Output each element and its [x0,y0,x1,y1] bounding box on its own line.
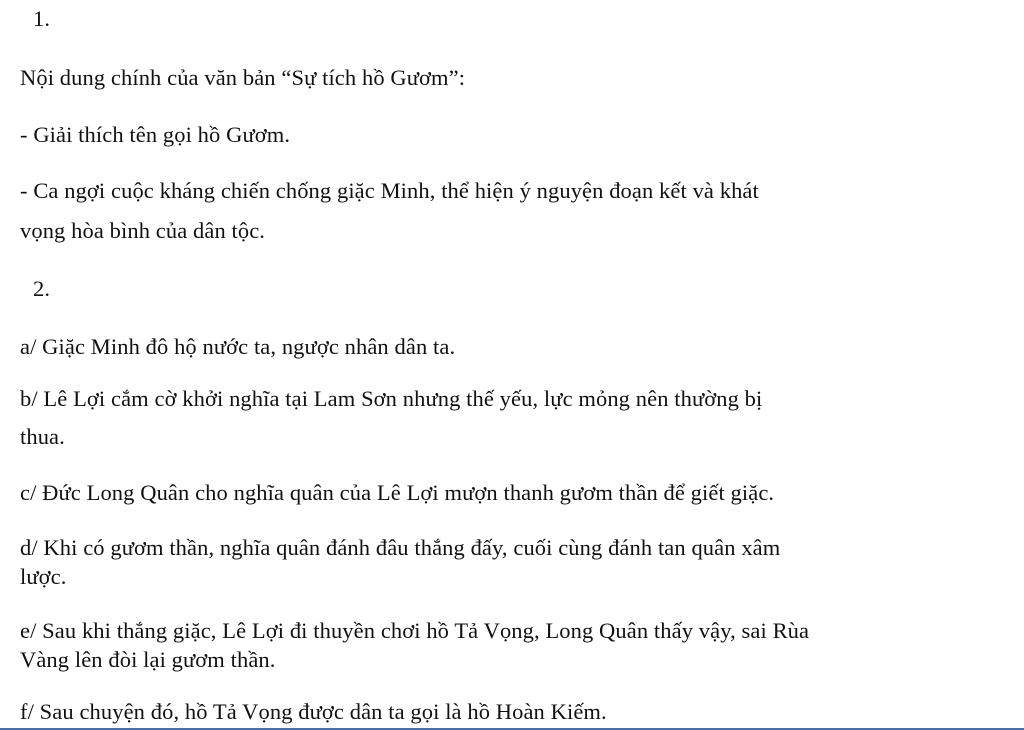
section-2-item-f: f/ Sau chuyện đó, hồ Tả Vọng được dân ta gọi là hồ Hoàn Kiếm. [20,699,607,724]
section-2-item-d-line-2: lược. [20,564,67,589]
section-2-item-c: c/ Đức Long Quân cho nghĩa quân của Lê Lợi mượn thanh gươm thần để giết giặc. [20,480,775,505]
section-1-number: 1. [33,6,51,31]
section-2-item-b-line-1: b/ Lê Lợi cắm cờ khởi nghĩa tại Lam Sơn nhưng thế yếu, lực mỏng nên thường bị [20,386,763,411]
section-1-point-1: - Giải thích tên gọi hồ Gươm. [20,122,291,147]
section-2-item-e-line-2: Vàng lên đòi lại gươm thần. [20,647,276,672]
section-1-point-2-line-2: vọng hòa bình của dân tộc. [20,218,266,243]
section-1-heading: Nội dung chính của văn bản “Sự tích hồ Gươm”: [20,65,466,90]
section-2-number: 2. [33,276,51,301]
section-2-item-e-line-1: e/ Sau khi thắng giặc, Lê Lợi đi thuyền chơi hồ Tả Vọng, Long Quân thấy vậy, sai Rùa [20,618,810,643]
section-2-item-d-line-1: d/ Khi có gươm thần, nghĩa quân đánh đâu thắng đấy, cuối cùng đánh tan quân xâm [20,535,781,560]
section-1-point-2-line-1: - Ca ngợi cuộc kháng chiến chống giặc Minh, thể hiện ý nguyện đoạn kết và khát [20,178,759,203]
section-2-item-b-line-2: thua. [20,424,65,449]
section-2-item-a: a/ Giặc Minh đô hộ nước ta, ngược nhân dân ta. [20,334,456,359]
